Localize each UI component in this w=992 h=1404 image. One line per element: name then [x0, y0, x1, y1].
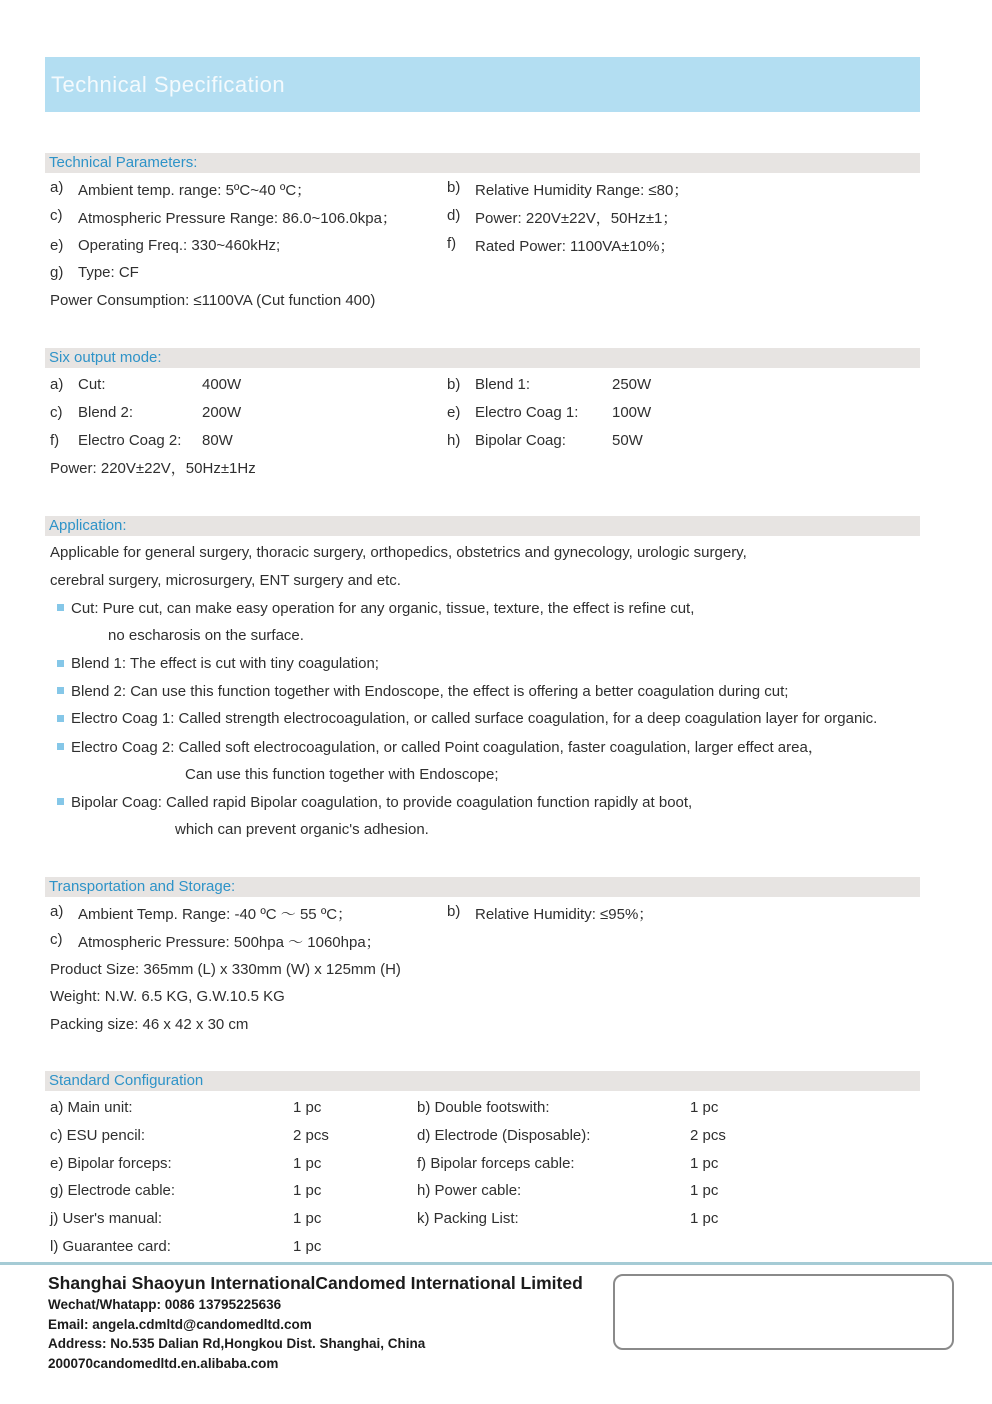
- bullet-square-icon: [57, 604, 64, 611]
- config-qty: 1 pc: [293, 1182, 322, 1200]
- parameter-text: Power: 220V±22V，50Hz±1；: [475, 210, 678, 228]
- footer-divider: [0, 1262, 992, 1265]
- six-output-mode-rows: [45, 368, 920, 482]
- six-output-mode-heading-band: [45, 348, 920, 368]
- item-key: a): [50, 179, 64, 197]
- item-key: e): [50, 236, 64, 254]
- config-row: [50, 1122, 920, 1150]
- footer-email: Email: angela.cdmltd@candomedltd.com: [48, 1316, 312, 1332]
- bullet-text: Bipolar Coag: Called rapid Bipolar coagulation, to provide coagulation function rapidly at boot,: [71, 793, 693, 811]
- config-qty: 1 pc: [293, 1210, 322, 1228]
- parameter-text: Rated Power: 1100VA±10%；: [475, 237, 675, 255]
- bullet-square-icon: [57, 660, 64, 667]
- item-key: b): [447, 179, 461, 197]
- mode-power: 80W: [202, 431, 233, 449]
- transport-row: [50, 900, 920, 928]
- mode-power: 100W: [612, 404, 652, 422]
- mode-label: Blend 1:: [475, 376, 531, 394]
- item-key: c): [50, 404, 63, 422]
- footer: [48, 1272, 583, 1373]
- transport-text: Atmospheric Pressure: 500hpa ～ 1060hpa；: [78, 934, 381, 952]
- technical-parameters-rows: [45, 173, 920, 314]
- section-standard-configuration: [45, 1071, 920, 1260]
- config-item: h) Power cable:: [417, 1182, 522, 1200]
- mode-label: Blend 2:: [78, 404, 134, 422]
- config-qty: 1 pc: [293, 1099, 322, 1117]
- footer-wechat: Wechat/Whatapp: 0086 13795225636: [48, 1297, 282, 1312]
- page-title: Technical Specification: [51, 72, 286, 97]
- bullet-square-icon: [57, 715, 64, 722]
- bullet-square-icon: [57, 687, 64, 694]
- item-key: a): [50, 903, 64, 921]
- config-row: [50, 1205, 920, 1233]
- item-key: g): [50, 264, 64, 282]
- application-intro-line: cerebral surgery, microsurgery, ENT surgery and etc.: [50, 572, 401, 590]
- item-key: c): [50, 207, 63, 225]
- config-qty: 1 pc: [690, 1154, 719, 1172]
- config-qty: 1 pc: [293, 1154, 322, 1172]
- footer-website: 200070candomedltd.en.alibaba.com: [48, 1355, 279, 1371]
- parameter-row: [50, 204, 920, 232]
- weight-line: Weight: N.W. 6.5 KG, G.W.10.5 KG: [50, 988, 285, 1006]
- config-row: [50, 1232, 920, 1260]
- bullet-continuation: Can use this function together with Endoscope;: [185, 765, 499, 783]
- bullet-text: Electro Coag 2: Called soft electrocoagulation, or called Point coagulation, faster coagulation, larger effect area，: [71, 739, 823, 757]
- standard-configuration-heading: Standard Configuration: [49, 1072, 204, 1089]
- config-item: j) User's manual:: [50, 1210, 163, 1228]
- parameter-text: Ambient temp. range: 5ºC~40 ºC；: [78, 182, 312, 200]
- config-qty: 2 pcs: [293, 1127, 329, 1145]
- config-item: a) Main unit:: [50, 1099, 133, 1117]
- application-bullet: [50, 788, 920, 816]
- config-item: e) Bipolar forceps:: [50, 1154, 172, 1172]
- transport-text: Ambient Temp. Range: -40 ºC ～ 55 ºC；: [78, 906, 353, 924]
- footer-address: Address: No.535 Dalian Rd,Hongkou Dist. Shanghai, China: [48, 1336, 426, 1351]
- mode-power: 50W: [612, 431, 643, 449]
- section-technical-parameters: [45, 153, 920, 314]
- transport-text: Relative Humidity: ≤95%；: [475, 906, 654, 924]
- bullet-text: Electro Coag 1: Called strength electrocoagulation, or called surface coagulation, for a deep coagulation layer for organic.: [71, 710, 878, 728]
- config-item: l) Guarantee card:: [50, 1237, 171, 1255]
- application-bullet: [50, 650, 920, 678]
- bullet-square-icon: [57, 798, 64, 805]
- company-name: Shanghai Shaoyun InternationalCandomed International Limited: [48, 1273, 583, 1293]
- application-bullet: [50, 677, 920, 705]
- config-qty: 1 pc: [690, 1099, 719, 1117]
- config-qty: 1 pc: [293, 1237, 322, 1255]
- item-key: a): [50, 376, 64, 394]
- parameter-row: [50, 231, 920, 259]
- application-heading-band: [45, 516, 920, 536]
- six-output-power-note: Power: 220V±22V，50Hz±1Hz: [50, 460, 256, 478]
- application-bullet: [50, 705, 920, 733]
- page-title-band: [45, 57, 920, 112]
- bullet-text: Blend 2: Can use this function together with Endoscope, the effect is offering a better coagulation during cut;: [71, 682, 789, 700]
- transportation-rows: [45, 897, 920, 1038]
- item-key: f): [50, 431, 60, 449]
- parameter-row: [50, 176, 920, 204]
- transportation-heading: Transportation and Storage:: [49, 878, 236, 895]
- bullet-continuation: which can prevent organic's adhesion.: [175, 821, 429, 839]
- bullet-continuation: no escharosis on the surface.: [108, 627, 304, 645]
- section-six-output-mode: [45, 348, 920, 482]
- config-item: c) ESU pencil:: [50, 1127, 146, 1145]
- parameter-text: Atmospheric Pressure Range: 86.0~106.0kpa；: [78, 210, 397, 228]
- mode-label: Electro Coag 2:: [78, 431, 182, 449]
- config-row: [50, 1149, 920, 1177]
- power-consumption-note: Power Consumption: ≤1100VA (Cut function 400): [50, 292, 376, 310]
- item-key: d): [447, 207, 461, 225]
- application-intro-line: Applicable for general surgery, thoracic surgery, orthopedics, obstetrics and gynecology, urologic surgery,: [50, 544, 747, 562]
- parameter-text: Relative Humidity Range: ≤80；: [475, 182, 689, 200]
- mode-power: 400W: [202, 376, 242, 394]
- item-key: h): [447, 431, 461, 449]
- mode-label: Cut:: [78, 376, 106, 394]
- bullet-text: Blend 1: The effect is cut with tiny coagulation;: [71, 655, 379, 673]
- output-mode-row: [50, 426, 920, 454]
- parameter-row: [50, 259, 920, 287]
- config-item: f) Bipolar forceps cable:: [417, 1154, 575, 1172]
- config-item: b) Double footswith:: [417, 1099, 550, 1117]
- config-qty: 2 pcs: [690, 1127, 726, 1145]
- footer-empty-box: [613, 1274, 954, 1350]
- bullet-square-icon: [57, 743, 64, 750]
- technical-parameters-heading: Technical Parameters:: [49, 154, 198, 171]
- packing-size-line: Packing size: 46 x 42 x 30 cm: [50, 1016, 249, 1034]
- mode-power: 200W: [202, 404, 242, 422]
- bullet-text: Cut: Pure cut, can make easy operation for any organic, tissue, texture, the effect is refine cut,: [71, 599, 695, 617]
- parameter-text: Type: CF: [78, 264, 139, 282]
- item-key: c): [50, 931, 63, 949]
- mode-label: Electro Coag 1:: [475, 404, 579, 422]
- config-row: [50, 1177, 920, 1205]
- standard-configuration-rows: [45, 1091, 920, 1260]
- config-item: g) Electrode cable:: [50, 1182, 176, 1200]
- application-heading: Application:: [49, 517, 127, 534]
- parameter-text: Operating Freq.: 330~460kHz;: [78, 236, 281, 254]
- mode-power: 250W: [612, 376, 652, 394]
- product-size-line: Product Size: 365mm (L) x 330mm (W) x 125mm (H): [50, 960, 401, 978]
- config-qty: 1 pc: [690, 1210, 719, 1228]
- item-key: f): [447, 234, 457, 252]
- config-qty: 1 pc: [690, 1182, 719, 1200]
- application-rows: [45, 536, 920, 844]
- config-item: d) Electrode (Disposable):: [417, 1127, 591, 1145]
- mode-label: Bipolar Coag:: [475, 431, 566, 449]
- transportation-heading-band: [45, 877, 920, 897]
- output-mode-row: [50, 371, 920, 399]
- output-mode-row: [50, 399, 920, 427]
- application-bullet: [50, 733, 920, 761]
- section-application: [45, 516, 920, 844]
- item-key: b): [447, 903, 461, 921]
- six-output-mode-heading: Six output mode:: [49, 349, 162, 366]
- config-item: k) Packing List:: [417, 1210, 519, 1228]
- standard-configuration-heading-band: [45, 1071, 920, 1091]
- transport-row: [50, 928, 920, 956]
- item-key: b): [447, 376, 461, 394]
- section-transportation-storage: [45, 877, 920, 1038]
- technical-parameters-heading-band: [45, 153, 920, 173]
- application-bullet: [50, 594, 920, 622]
- config-row: [50, 1094, 920, 1122]
- item-key: e): [447, 404, 461, 422]
